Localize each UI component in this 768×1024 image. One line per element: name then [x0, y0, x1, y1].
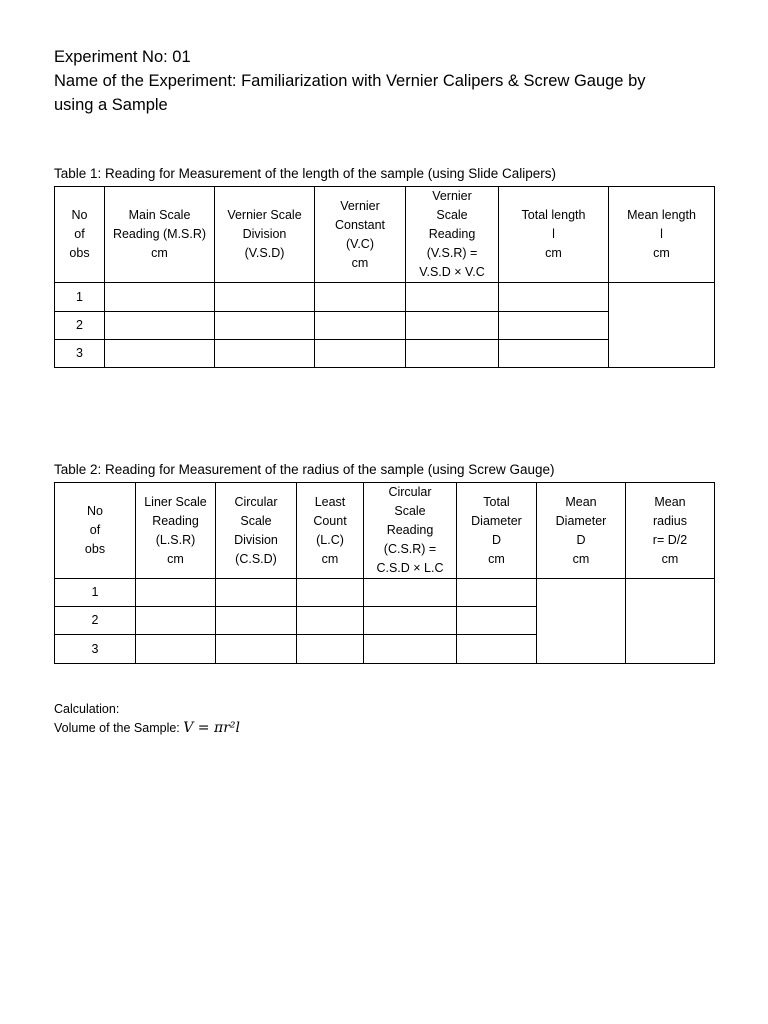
mean-diameter-cell[interactable] [537, 579, 626, 664]
table1-header-row [55, 187, 715, 283]
header-line: l [552, 227, 555, 241]
obs-number: 3 [55, 340, 105, 368]
lsr-cell[interactable] [136, 635, 216, 664]
vsr-cell[interactable] [406, 312, 499, 340]
experiment-name-continued: using a Sample [54, 96, 168, 114]
obs-number: 2 [55, 312, 105, 340]
header-line: cm [653, 246, 670, 260]
header-line: Least [314, 494, 346, 509]
header-line: of [89, 523, 101, 537]
header-line: Constant [334, 217, 386, 232]
header-line: Scale [394, 504, 426, 518]
header-line: cm [661, 551, 679, 566]
header-line: Main Scale [128, 208, 191, 222]
table2-header-no-of-obs [55, 483, 136, 579]
header-line: r= D/2 [652, 532, 688, 547]
header-line: C.S.D × L.C [376, 561, 444, 575]
header-line: No [87, 504, 103, 518]
csr-cell[interactable] [364, 635, 457, 664]
header-line: of [74, 227, 85, 241]
header-line: cm [488, 551, 505, 566]
header-line: (V.C) [345, 236, 374, 251]
table2-header-mean-radius [626, 483, 715, 579]
mean-length-cell[interactable] [609, 283, 715, 368]
table1-header-mean-length [609, 187, 715, 283]
total-diameter-cell[interactable] [457, 635, 537, 664]
header-line: Liner Scale [144, 494, 207, 509]
table2-header-circular-scale-reading [364, 483, 457, 579]
header-line: (C.S.R) = [383, 542, 437, 556]
header-line: (V.S.R) = [426, 246, 478, 260]
total-length-cell[interactable] [499, 312, 609, 340]
table2-caption: Table 2: Reading for Measurement of the radius of the sample (using Screw Gauge) [54, 462, 555, 477]
table1-header-vernier-scale-reading [406, 187, 499, 283]
header-line: Reading [428, 227, 476, 241]
csd-cell[interactable] [216, 579, 297, 607]
header-line: l [660, 227, 663, 241]
header-line: Mean [565, 494, 597, 509]
header-line: D [491, 532, 502, 547]
lsr-cell[interactable] [136, 607, 216, 635]
header-line: Reading [152, 513, 199, 528]
vsd-cell[interactable] [215, 340, 315, 368]
table2-header-liner-scale-reading [136, 483, 216, 579]
lc-cell[interactable] [297, 607, 364, 635]
lc-cell[interactable] [297, 579, 364, 607]
header-line: Mean length [627, 208, 696, 222]
header-line: Vernier [432, 189, 472, 203]
header-line: (L.C) [316, 532, 344, 547]
msr-cell[interactable] [105, 340, 215, 368]
vc-cell[interactable] [315, 340, 406, 368]
header-line: V.S.D × V.C [419, 265, 485, 279]
total-length-cell[interactable] [499, 340, 609, 368]
table2-screw-gauge-readings [54, 482, 715, 664]
vsd-cell[interactable] [215, 312, 315, 340]
vc-cell[interactable] [315, 312, 406, 340]
table-row [55, 283, 715, 312]
lc-cell[interactable] [297, 635, 364, 664]
header-line: Vernier [340, 198, 380, 213]
vc-cell[interactable] [315, 283, 406, 312]
calculation-label: Calculation: [54, 702, 120, 716]
csd-cell[interactable] [216, 607, 297, 635]
header-line: Reading (M.S.R) [112, 227, 207, 241]
table1-caption: Table 1: Reading for Measurement of the length of the sample (using Slide Calipers) [54, 166, 557, 181]
header-line: Circular [388, 485, 432, 499]
header-line: radius [652, 513, 688, 528]
header-line: Scale [240, 513, 272, 528]
header-line: (L.S.R) [155, 532, 196, 547]
mean-radius-cell[interactable] [626, 579, 715, 664]
msr-cell[interactable] [105, 283, 215, 312]
total-diameter-cell[interactable] [457, 579, 537, 607]
volume-formula: V = πr²l [183, 720, 240, 736]
header-line: Total [483, 494, 510, 509]
table2-header-mean-diameter [537, 483, 626, 579]
header-line: cm [545, 246, 562, 260]
header-line: Total length [521, 208, 586, 222]
table1-header-main-scale-reading [105, 187, 215, 283]
experiment-name: Name of the Experiment: Familiarization with Vernier Calipers & Screw Gauge by [54, 72, 646, 90]
vsd-cell[interactable] [215, 283, 315, 312]
header-line: Division [234, 532, 278, 547]
header-line: cm [151, 246, 168, 260]
table1-header-vernier-scale-division [215, 187, 315, 283]
table1-header-total-length [499, 187, 609, 283]
table1-header-vernier-constant [315, 187, 406, 283]
header-line: Circular [234, 494, 278, 509]
lsr-cell[interactable] [136, 579, 216, 607]
table1-header-no-of-obs [55, 187, 105, 283]
csr-cell[interactable] [364, 607, 457, 635]
header-line: cm [167, 551, 184, 566]
table2-header-total-diameter [457, 483, 537, 579]
total-length-cell[interactable] [499, 283, 609, 312]
header-line: Division [242, 227, 287, 241]
header-line: Vernier Scale [227, 208, 302, 222]
experiment-number: Experiment No: 01 [54, 48, 191, 66]
header-line: cm [351, 255, 369, 270]
header-line: cm [321, 551, 339, 566]
obs-number: 3 [55, 635, 136, 664]
table-row [55, 579, 715, 607]
header-line: Diameter [471, 513, 522, 528]
obs-number: 1 [55, 283, 105, 312]
csd-cell[interactable] [216, 635, 297, 664]
csr-cell[interactable] [364, 579, 457, 607]
header-line: (V.S.D) [244, 246, 285, 260]
header-line: obs [69, 246, 90, 260]
header-line: Mean [654, 494, 686, 509]
table2-header-circular-scale-division [216, 483, 297, 579]
obs-number: 2 [55, 607, 136, 635]
header-line: Count [313, 513, 347, 528]
header-line: obs [84, 542, 106, 556]
table2-header-row [55, 483, 715, 579]
msr-cell[interactable] [105, 312, 215, 340]
header-line: cm [572, 551, 590, 566]
header-line: Scale [436, 208, 468, 222]
vsr-cell[interactable] [406, 340, 499, 368]
obs-number: 1 [55, 579, 136, 607]
volume-label: Volume of the Sample: [54, 721, 184, 735]
volume-line [54, 720, 240, 736]
total-diameter-cell[interactable] [457, 607, 537, 635]
header-line: Reading [386, 523, 434, 537]
header-line: No [71, 208, 88, 222]
table2-header-least-count [297, 483, 364, 579]
vsr-cell[interactable] [406, 283, 499, 312]
table1-vernier-readings [54, 186, 715, 368]
header-line: D [576, 532, 586, 547]
header-line: Diameter [555, 513, 607, 528]
header-line: (C.S.D) [235, 551, 277, 566]
